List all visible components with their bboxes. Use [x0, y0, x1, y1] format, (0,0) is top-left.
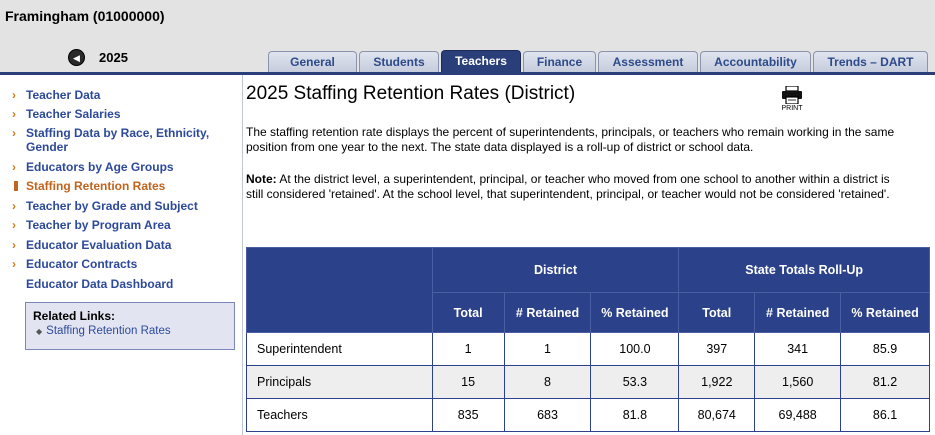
print-label: PRINT	[781, 105, 803, 112]
retention-table	[246, 247, 930, 432]
chevron-left-icon: ◀	[73, 53, 80, 63]
related-link-retention[interactable]	[36, 325, 171, 337]
sidebar	[0, 75, 243, 435]
chevron-right-icon: ›	[12, 257, 16, 271]
sidebar-item-teacher-data[interactable]	[12, 88, 222, 102]
table-header-row	[247, 248, 930, 293]
column-header: # Retained	[504, 293, 591, 333]
table-row	[247, 399, 930, 432]
table-cell: 683	[504, 399, 591, 432]
table-cell: 397	[679, 333, 755, 366]
year-label: 2025	[99, 50, 128, 65]
sidebar-item-label: Educators by Age Groups	[26, 160, 174, 174]
sidebar-item-staffing-race[interactable]	[12, 126, 222, 154]
bullet-icon: ◆	[36, 327, 43, 336]
tab-teachers[interactable]: Teachers	[441, 50, 521, 72]
table-cell: 81.8	[591, 399, 679, 432]
table-cell: 1,922	[679, 366, 755, 399]
tab-finance[interactable]: Finance	[523, 51, 596, 72]
table-cell: 69,488	[755, 399, 841, 432]
column-header: % Retained	[841, 293, 930, 333]
table-cell: 81.2	[841, 366, 930, 399]
sidebar-item-label: Teacher Salaries	[26, 107, 121, 121]
sidebar-item-label: Teacher Data	[26, 88, 101, 102]
table-row	[247, 366, 930, 399]
sidebar-item-label: Educator Data Dashboard	[26, 277, 174, 291]
page-title: 2025 Staffing Retention Rates (District)	[246, 83, 576, 104]
sidebar-item-retention-rates[interactable]	[12, 179, 222, 193]
sidebar-item-evaluation-data[interactable]	[12, 238, 222, 252]
sidebar-item-label: Educator Evaluation Data	[26, 238, 172, 252]
district-title: Framingham (01000000)	[5, 8, 165, 24]
sidebar-item-label: Staffing Retention Rates	[26, 179, 166, 193]
table-cell: 86.1	[841, 399, 930, 432]
column-header: Total	[432, 293, 504, 333]
current-marker-icon	[14, 181, 18, 191]
table-cell: 835	[432, 399, 504, 432]
printer-icon	[781, 86, 803, 104]
table-cell: 8	[504, 366, 591, 399]
header-band	[0, 0, 935, 72]
tab-assessment[interactable]: Assessment	[598, 51, 698, 72]
chevron-right-icon: ›	[12, 126, 16, 140]
sidebar-item-data-dashboard[interactable]	[12, 277, 222, 291]
related-links-title: Related Links:	[33, 309, 116, 323]
tab-accountability[interactable]: Accountability	[700, 51, 811, 72]
row-label: Teachers	[247, 399, 433, 432]
print-button[interactable]	[778, 86, 806, 116]
table-cell: 85.9	[841, 333, 930, 366]
table-corner-header	[247, 248, 433, 333]
state-group-header: State Totals Roll-Up	[679, 248, 930, 293]
district-group-header: District	[432, 248, 679, 293]
sidebar-item-label: Teacher by Program Area	[26, 218, 171, 232]
note-text	[246, 172, 906, 202]
tab-bar	[268, 50, 930, 72]
sidebar-item-program-area[interactable]	[12, 218, 222, 232]
note-label: Note:	[246, 172, 277, 186]
previous-year-button[interactable]	[68, 49, 85, 66]
table-cell: 53.3	[591, 366, 679, 399]
row-label: Superintendent	[247, 333, 433, 366]
sidebar-item-grade-subject[interactable]	[12, 199, 222, 213]
column-header: # Retained	[755, 293, 841, 333]
sidebar-item-age-groups[interactable]	[12, 160, 222, 174]
chevron-right-icon: ›	[12, 88, 16, 102]
table-cell: 1	[432, 333, 504, 366]
related-link-label: Staffing Retention Rates	[46, 325, 171, 337]
sidebar-item-contracts[interactable]	[12, 257, 222, 271]
tab-general[interactable]: General	[268, 51, 357, 72]
related-links-box	[25, 302, 235, 350]
tab-trends-dart[interactable]: Trends – DART	[813, 51, 928, 72]
sidebar-item-label: Staffing Data by Race, Ethnicity, Gender	[26, 126, 210, 154]
chevron-right-icon: ›	[12, 160, 16, 174]
sidebar-item-label: Educator Contracts	[26, 257, 138, 271]
table-row	[247, 333, 930, 366]
tab-students[interactable]: Students	[359, 51, 439, 72]
table-cell: 80,674	[679, 399, 755, 432]
table-cell: 15	[432, 366, 504, 399]
table-cell: 100.0	[591, 333, 679, 366]
chevron-right-icon: ›	[12, 218, 16, 232]
table-cell: 341	[755, 333, 841, 366]
row-label: Principals	[247, 366, 433, 399]
chevron-right-icon: ›	[12, 238, 16, 252]
sidebar-item-teacher-salaries[interactable]	[12, 107, 222, 121]
chevron-right-icon: ›	[12, 199, 16, 213]
chevron-right-icon: ›	[12, 107, 16, 121]
column-header: Total	[679, 293, 755, 333]
table-cell: 1	[504, 333, 591, 366]
description-text: The staffing retention rate displays the percent of superintendents, principals, or teachers who remain working in the same position from one year to the next. The state data displayed is a roll-up of district or school data.	[246, 125, 895, 154]
column-header: % Retained	[591, 293, 679, 333]
note-body: At the district level, a superintendent, principal, or teacher who moved from one school to another within a district is still considered 'retained'. At the school level, that superintendent, principal, or teacher would not be considered 'retained'.	[246, 172, 890, 201]
table-cell: 1,560	[755, 366, 841, 399]
sidebar-item-label: Teacher by Grade and Subject	[26, 199, 198, 213]
